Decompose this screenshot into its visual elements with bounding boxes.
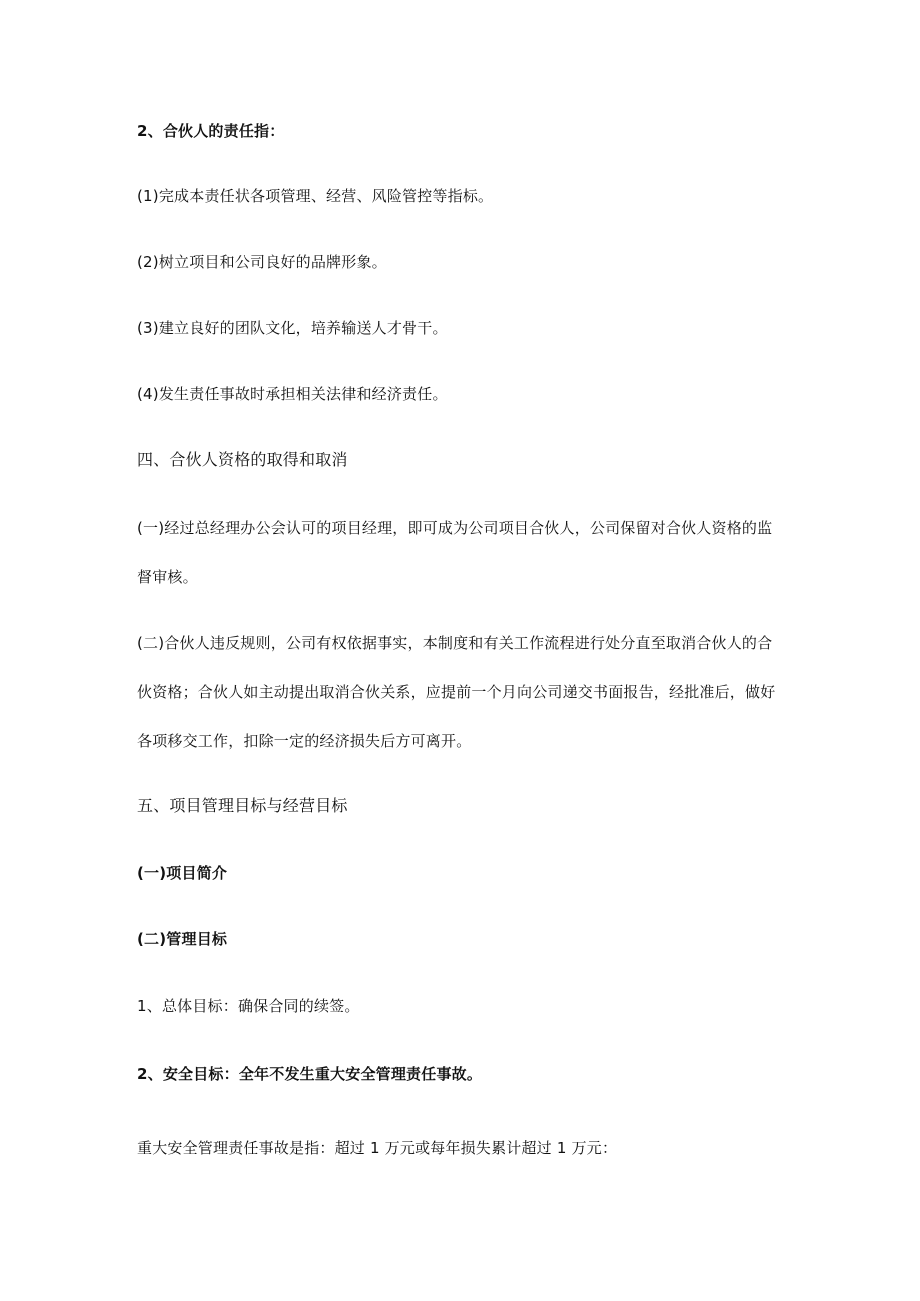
- partner-responsibility-heading: 2、合伙人的责任指：: [137, 122, 285, 140]
- qualification-para-1-line-1: (一)经过总经理办公会认可的项目经理，即可成为公司项目合伙人，公司保留对合伙人资格的监: [137, 519, 773, 537]
- qualification-para-2-line-3: 各项移交工作，扣除一定的经济损失后方可离开。: [137, 732, 472, 750]
- responsibility-item-1: (1)完成本责任状各项管理、经营、风险管控等指标。: [137, 187, 494, 205]
- safety-goal: 2、安全目标：全年不发生重大安全管理责任事故。: [137, 1065, 483, 1083]
- responsibility-item-4: (4)发生责任事故时承担相关法律和经济责任。: [137, 385, 448, 403]
- qualification-para-1-line-2: 督审核。: [137, 568, 198, 586]
- project-intro-heading: (一)项目简介: [137, 864, 228, 882]
- section-5-heading: 五、项目管理目标与经营目标: [137, 796, 348, 815]
- responsibility-item-3: (3)建立良好的团队文化，培养输送人才骨干。: [137, 319, 448, 337]
- overall-goal: 1、总体目标：确保合同的续签。: [137, 997, 360, 1015]
- major-accident-definition: 重大安全管理责任事故是指：超过 1 万元或每年损失累计超过 1 万元：: [137, 1139, 618, 1157]
- section-4-heading: 四、合伙人资格的取得和取消: [137, 450, 348, 469]
- qualification-para-2-line-1: (二)合伙人违反规则，公司有权依据事实，本制度和有关工作流程进行处分直至取消合伙人的合: [137, 634, 773, 652]
- qualification-para-2-line-2: 伙资格；合伙人如主动提出取消合伙关系，应提前一个月向公司递交书面报告，经批准后，做好: [137, 683, 776, 701]
- responsibility-item-2: (2)树立项目和公司良好的品牌形象。: [137, 253, 387, 271]
- management-goals-heading: (二)管理目标: [137, 930, 228, 948]
